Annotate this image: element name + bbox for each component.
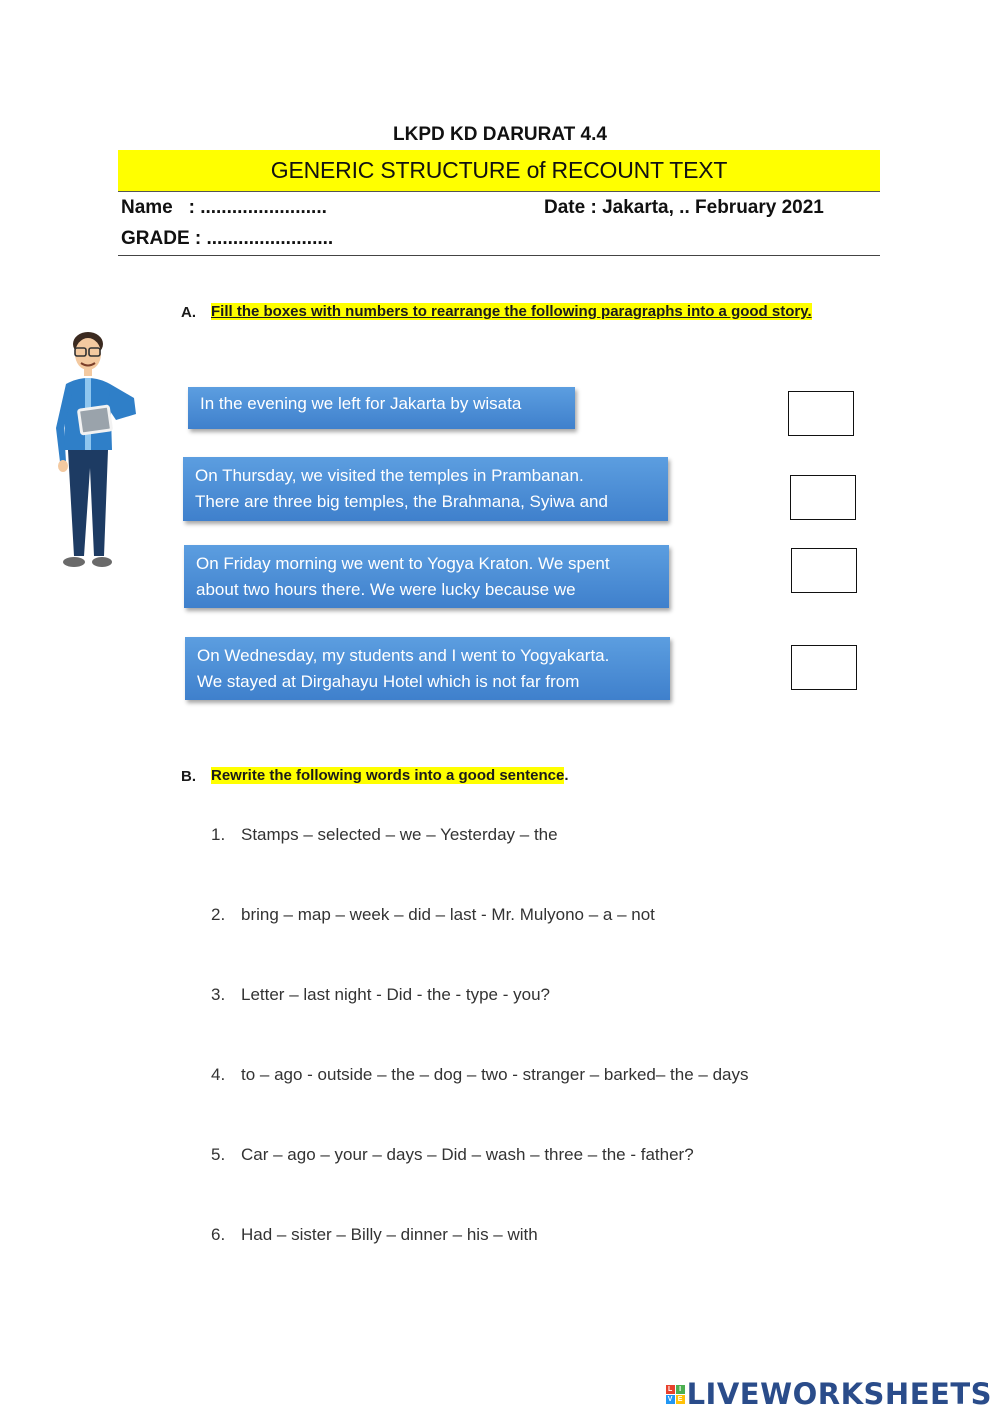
story-card-4-line2: We stayed at Dirgahayu Hotel which is not far from [197,672,580,691]
topic-banner-text: GENERIC STRUCTURE of RECOUNT TEXT [270,157,728,183]
story-card-2 [183,457,668,521]
question-item [211,825,558,845]
grade-field: GRADE : ........................ [121,228,334,249]
question-number: 2. [211,905,226,924]
question-text: Had – sister – Billy – dinner – his – with [241,1225,538,1244]
question-text: to – ago - outside – the – dog – two - stranger – barked– the – days [241,1065,749,1084]
question-text: Stamps – selected – we – Yesterday – the [241,825,558,844]
question-number: 6. [211,1225,226,1244]
story-card-2-line1: On Thursday, we visited the temples in Prambanan. [195,466,584,485]
question-item [211,905,655,925]
answer-box-2[interactable] [790,475,856,520]
answer-box-1[interactable] [788,391,854,436]
section-b-instruction-row [211,767,569,785]
story-card-3-line1: On Friday morning we went to Yogya Kraton. We spent [196,554,610,573]
question-number: 4. [211,1065,226,1084]
story-card-4 [185,637,670,700]
question-item [211,1145,694,1165]
story-card-1-line1: In the evening we left for Jakarta by wisata [200,394,522,413]
story-card-2-line2: There are three big temples, the Brahmana, Syiwa and [195,492,608,511]
question-text: bring – map – week – did – last - Mr. Mulyono – a – not [241,905,655,924]
name-field: Name : ........................ [121,197,327,218]
story-card-3-line2: about two hours there. We were lucky because we [196,580,576,599]
question-item [211,985,550,1005]
question-number: 3. [211,985,226,1004]
section-b-instruction: Rewrite the following words into a good sentence [211,767,565,784]
question-text: Letter – last night - Did - the - type - you? [241,985,550,1004]
header-divider [118,255,880,256]
teacher-with-tablet-icon [48,328,148,576]
answer-box-4[interactable] [791,645,857,690]
liveworksheets-logo[interactable] [666,1377,992,1411]
section-b-instruction-period: . [564,767,569,784]
question-number: 1. [211,825,226,844]
question-text: Car – ago – your – days – Did – wash – three – the - father? [241,1145,694,1164]
story-card-1 [188,387,575,429]
question-item [211,1065,749,1085]
liveworksheets-logo-icon: L I V E [666,1385,685,1404]
section-a-instruction: Fill the boxes with numbers to rearrange the following paragraphs into a good story. [211,303,812,320]
worksheet-title: LKPD KD DARURAT 4.4 [393,124,607,145]
topic-banner [118,150,880,192]
answer-box-3[interactable] [791,548,857,593]
section-b-letter: B. [181,768,196,785]
question-number: 5. [211,1145,226,1164]
date-field: Date : Jakarta, .. February 2021 [544,197,824,218]
story-card-4-line1: On Wednesday, my students and I went to Yogyakarta. [197,646,610,665]
liveworksheets-logo-text: LIVEWORKSHEETS [686,1377,992,1411]
question-item [211,1225,538,1245]
section-a-letter: A. [181,304,196,321]
story-card-3 [184,545,669,608]
